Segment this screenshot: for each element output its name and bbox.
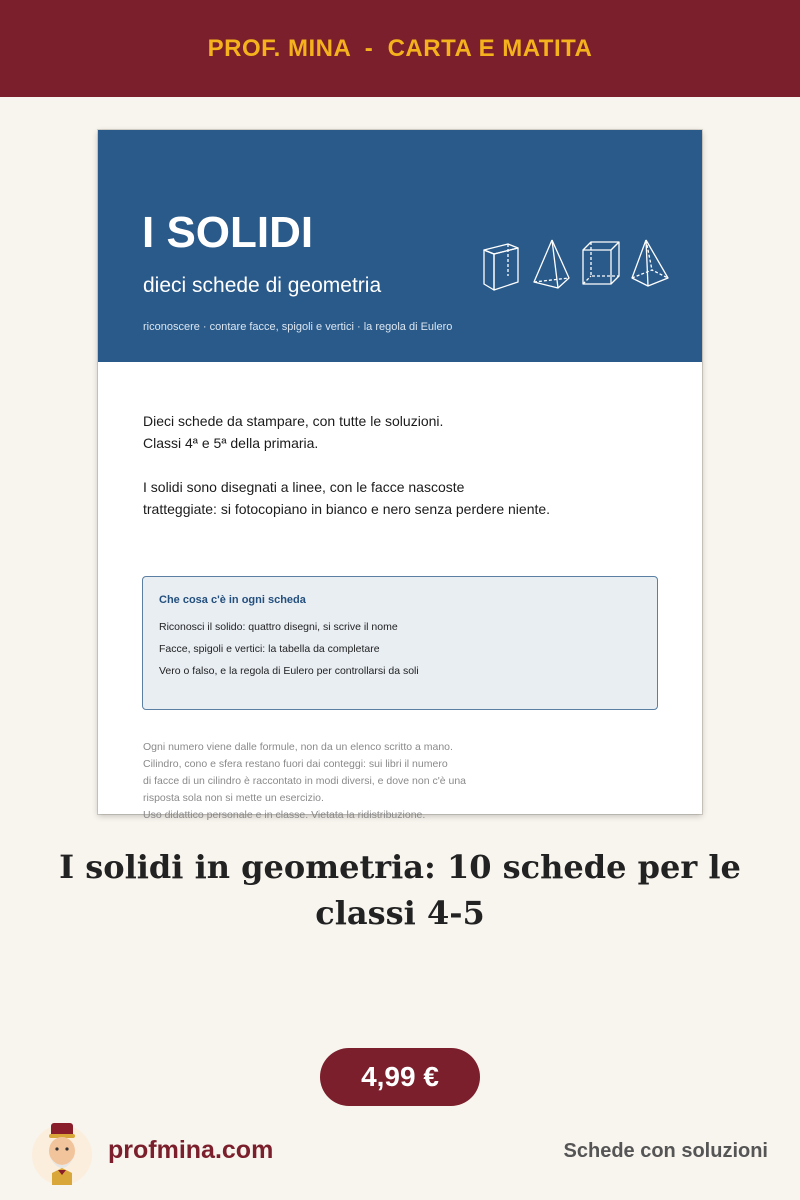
- price-badge[interactable]: 4,99 €: [320, 1048, 480, 1106]
- contents-item: Riconosci il solido: quattro disegni, si scrive il nome: [159, 621, 398, 633]
- tetrahedron-icon: [534, 240, 569, 288]
- intro-line: Dieci schede da stampare, con tutte le soluzioni.: [143, 413, 444, 429]
- top-banner: [0, 0, 800, 97]
- pyramid-icon: [632, 240, 668, 286]
- contents-box-title: Che cosa c'è in ogni scheda: [159, 594, 306, 606]
- footnote-line: Cilindro, cono e sfera restano fuori dai conteggi: sui libri il numero: [143, 758, 448, 770]
- document-topics: riconoscere · contare facce, spigoli e vertici · la regola di Eulero: [143, 321, 453, 333]
- document-subtitle: dieci schede di geometria: [143, 274, 382, 297]
- professor-avatar-icon: [30, 1121, 94, 1185]
- contents-box: [142, 576, 658, 710]
- contents-item: Vero o falso, e la regola di Eulero per controllarsi da soli: [159, 665, 419, 677]
- intro-line: I solidi sono disegnati a linee, con le facce nascoste: [143, 479, 465, 495]
- site-link[interactable]: profmina.com: [108, 1136, 274, 1164]
- document-header: [98, 130, 702, 362]
- solids-illustration: [482, 238, 672, 290]
- banner-text: PROF. MINA - CARTA E MATITA: [207, 34, 593, 62]
- prism-icon: [484, 244, 518, 290]
- intro-line: tratteggiate: si fotocopiano in bianco e nero senza perdere niente.: [143, 501, 551, 517]
- document-preview: [98, 130, 702, 821]
- cube-icon: [583, 242, 619, 284]
- contents-item: Facce, spigoli e vertici: la tabella da completare: [159, 643, 380, 655]
- document-title: I SOLIDI: [142, 208, 314, 257]
- intro-line: Classi 4ª e 5ª della primaria.: [143, 435, 319, 451]
- footnote-line: Ogni numero viene dalle formule, non da un elenco scritto a mano.: [143, 741, 453, 753]
- document-intro: [143, 410, 663, 542]
- product-title: I solidi in geometria: 10 schede per le classi 4-5: [59, 848, 741, 932]
- footer-tagline: Schede con soluzioni: [563, 1140, 768, 1162]
- document-footnote: [143, 739, 663, 824]
- footnote-line: risposta sola non si mette un esercizio.: [143, 792, 324, 804]
- footnote-line: di facce di un cilindro è raccontato in modi diversi, e dove non c'è una: [143, 775, 467, 787]
- footnote-line: Uso didattico personale e in classe. Vietata la ridistribuzione.: [143, 809, 426, 821]
